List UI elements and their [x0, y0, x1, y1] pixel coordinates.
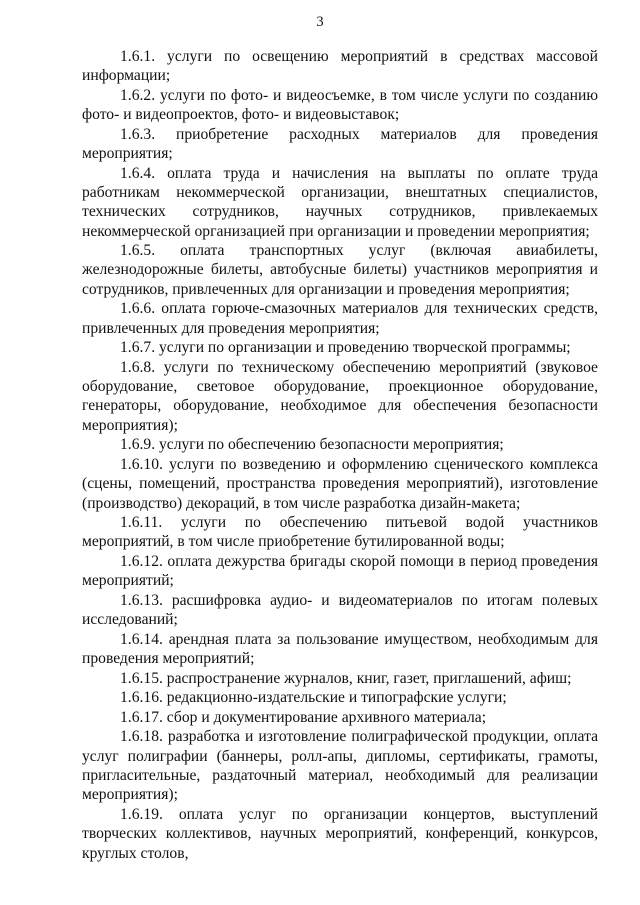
list-item: [82, 455, 598, 513]
item-number: 1.6.14.: [120, 630, 163, 648]
document-body: [82, 47, 598, 863]
item-text: услуги по фото- и видеосъемке, в том числе услуги по созданию фото- и видеопроектов, фото- и видеовыставок;: [82, 86, 598, 124]
list-item: [82, 338, 598, 357]
item-text: приобретение расходных материалов для проведения мероприятия;: [82, 125, 598, 163]
list-item: [82, 688, 598, 707]
item-number: 1.6.9.: [120, 436, 156, 454]
item-text: оплата дежурства бригады скорой помощи в период проведения мероприятий;: [82, 552, 599, 590]
list-item: [82, 435, 598, 454]
item-text: услуги по обеспечению безопасности мероприятия;: [159, 436, 504, 454]
list-item: [82, 47, 598, 86]
item-number: 1.6.19.: [120, 805, 163, 823]
item-text: оплата услуг по организации концертов, выступлений творческих коллективов, научных мероприятий, конференций, конкурсов, круглых столов,: [82, 805, 598, 862]
page-number: 3: [316, 14, 324, 30]
item-text: арендная плата за пользование имуществом, необходимым для проведения мероприятий;: [82, 630, 598, 668]
item-text: разработка и изготовление полиграфической продукции, оплата услуг полиграфии (баннеры, ролл-апы, дипломы, сертификаты, грамоты, пригласительные, раздаточный материал, необходимый для реализации мероприятия);: [82, 728, 598, 804]
item-number: 1.6.8.: [120, 358, 156, 376]
item-number: 1.6.2.: [120, 86, 156, 104]
item-text: услуги по техническому обеспечению мероприятий (звуковое оборудование, световое оборудование, проекционное оборудование, генераторы, оборудование, необходимое для обеспечения безопасности мероприятия);: [82, 358, 598, 434]
item-text: оплата труда и начисления на выплаты по оплате труда работникам некоммерческой организации, внештатных специалистов, технических сотрудников, научных сотрудников, привлекаемых некоммерческой организацией при организации и проведении мероприятия;: [82, 164, 598, 240]
list-item: [82, 241, 598, 299]
item-text: сбор и документирование архивного материала;: [166, 708, 487, 726]
item-number: 1.6.17.: [120, 708, 163, 726]
item-number: 1.6.7.: [120, 339, 156, 357]
item-number: 1.6.18.: [120, 728, 163, 746]
list-item: [82, 727, 598, 804]
item-number: 1.6.10.: [120, 455, 163, 473]
list-item: [82, 358, 598, 435]
list-item: [82, 630, 598, 669]
item-text: услуги по возведению и оформлению сценического комплекса (сцены, помещений, пространства проведения мероприятий), изготовление (производство) декораций, в том числе разработка дизайн-макета;: [82, 455, 598, 512]
item-text: услуги по обеспечению питьевой водой участников мероприятий, в том числе приобретение бутилированной воды;: [82, 514, 598, 551]
item-text: распространение журналов, книг, газет, приглашений, афиш;: [166, 669, 572, 687]
item-number: 1.6.16.: [120, 689, 163, 707]
item-number: 1.6.6.: [120, 300, 156, 318]
item-text: редакционно-издательские и типографские услуги;: [166, 689, 507, 707]
list-item: [82, 552, 598, 591]
list-item: [82, 513, 598, 552]
list-item: [82, 591, 598, 630]
list-item: [82, 669, 598, 688]
item-number: 1.6.1.: [120, 48, 156, 65]
list-item: [82, 164, 598, 241]
item-text: оплата горюче-смазочных материалов для технических средств, привлеченных для проведения мероприятия;: [82, 300, 598, 337]
item-number: 1.6.12.: [120, 552, 163, 570]
item-number: 1.6.15.: [120, 669, 163, 687]
list-item: [82, 805, 598, 863]
item-number: 1.6.4.: [120, 164, 156, 182]
list-item: [82, 299, 598, 338]
list-item: [82, 86, 598, 125]
list-item: [82, 708, 598, 727]
item-text: оплата транспортных услуг (включая авиабилеты, железнодорожные билеты, автобусные билеты) участников мероприятия и сотрудников, привлеченных для организации и проведения мероприятия;: [82, 242, 598, 298]
item-text: расшифровка аудио- и видеоматериалов по итогам полевых исследований;: [82, 591, 598, 629]
list-item: [82, 125, 598, 164]
item-number: 1.6.3.: [120, 125, 156, 143]
item-number: 1.6.13.: [120, 591, 163, 609]
item-text: услуги по освещению мероприятий в средствах массовой информации;: [82, 48, 598, 85]
item-text: услуги по организации и проведению творческой программы;: [159, 339, 571, 357]
item-number: 1.6.5.: [120, 242, 156, 260]
item-number: 1.6.11.: [120, 514, 163, 532]
